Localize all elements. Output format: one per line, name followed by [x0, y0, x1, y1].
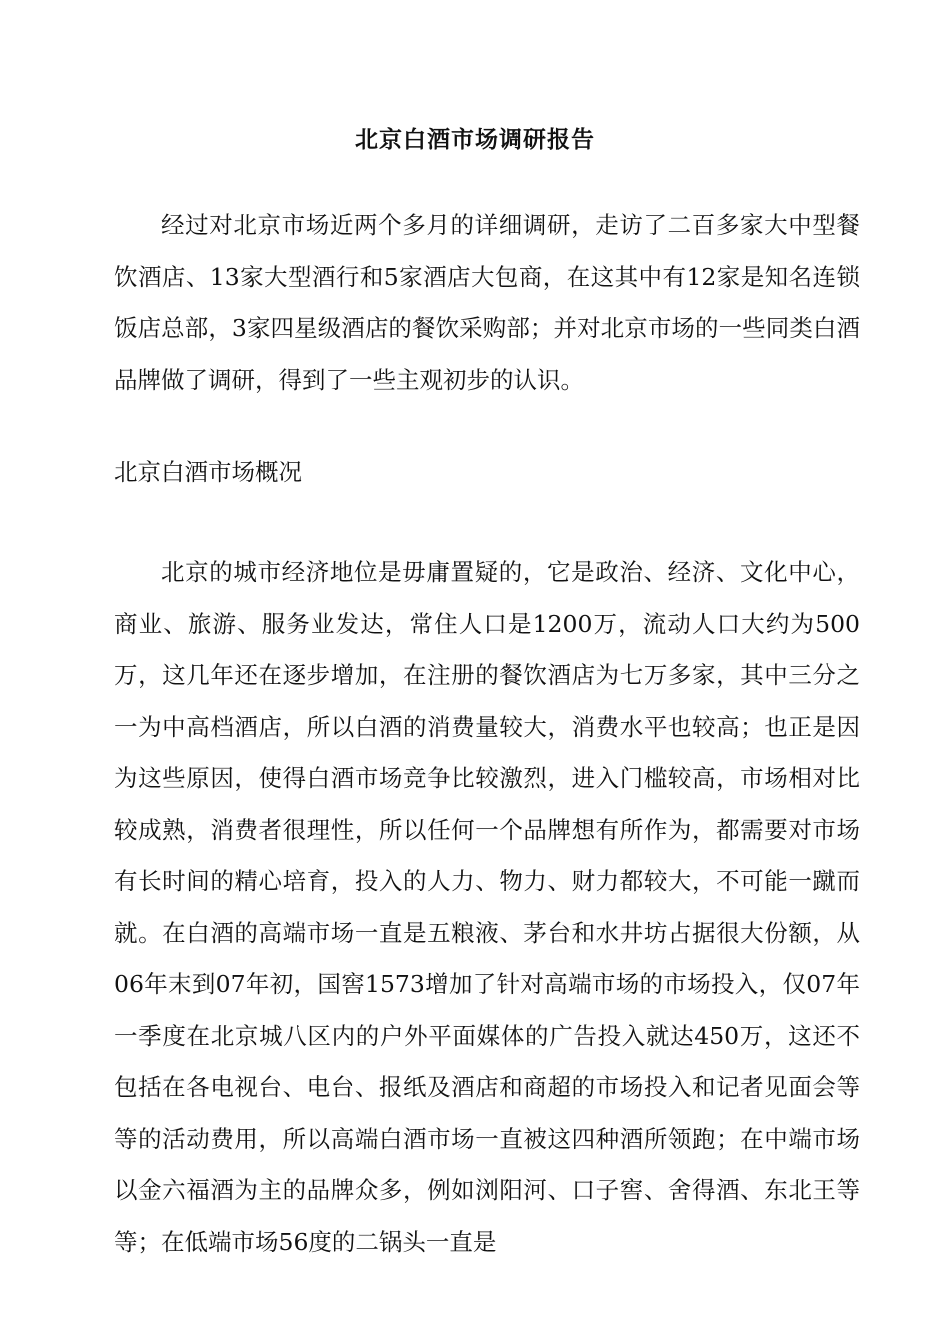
section-body-paragraph: 北京的城市经济地位是毋庸置疑的，它是政治、经济、文化中心，商业、旅游、服务业发达，常住人口是1200万，流动人口大约为500万，这几年还在逐步增加，在注册的餐饮酒店为七万多家，其中三分之一为中高档酒店，所以白酒的消费量较大，消费水平也较高；也正是因为这些原因，使得白酒市场竞争比较激烈，进入门槛较高，市场相对比较成熟，消费者很理性，所以任何一个品牌想有所作为，都需要对市场有长时间的精心培育，投入的人力、物力、财力都较大，不可能一蹴而就。在白酒的高端市场一直是五粮液、茅台和水井坊占据很大份额，从06年末到07年初，国窖1573增加了针对高端市场的市场投入，仅07年一季度在北京城八区内的户外平面媒体的广告投入就达450万，这还不包括在各电视台、电台、报纸及酒店和商超的市场投入和记者见面会等等的活动费用，所以高端白酒市场一直被这四种酒所领跑；在中端市场以金六福酒为主的品牌众多，例如浏阳河、口子窖、舍得酒、东北王等等；在低端市场56度的二锅头一直是 — [114, 558, 860, 1256]
section-heading: 北京白酒市场概况 — [114, 458, 302, 486]
document-title: 北京白酒市场调研报告 — [355, 126, 595, 154]
intro-paragraph: 经过对北京市场近两个多月的详细调研，走访了二百多家大中型餐饮酒店、13家大型酒行和5家酒店大包商，在这其中有12家是知名连锁饭店总部，3家四星级酒店的餐饮采购部；并对北京市场的一些同类白酒品牌做了调研，得到了一些主观初步的认识。 — [114, 211, 860, 394]
